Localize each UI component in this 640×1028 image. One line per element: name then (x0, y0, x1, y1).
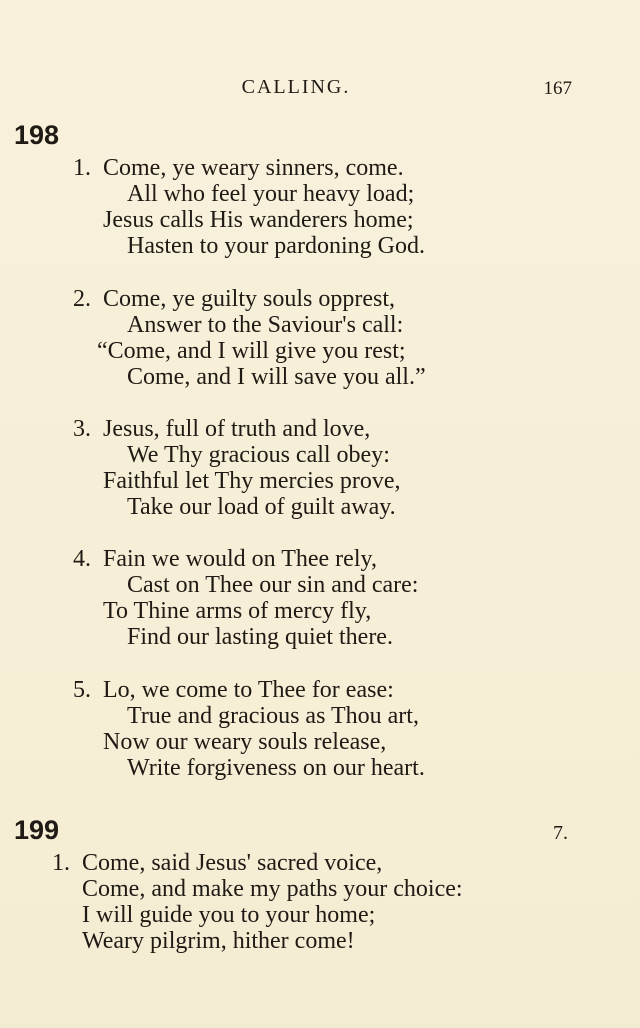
verse-line: Faithful let Thy mercies prove, (103, 468, 401, 494)
hymn-199-stanza-1 (52, 850, 463, 954)
verse-line: Lo, we come to Thee for ease: (103, 677, 394, 703)
page-number: 167 (543, 78, 572, 99)
hymn-198-stanza-4 (73, 546, 419, 650)
verse-line: Come, said Jesus' sacred voice, (82, 850, 383, 876)
hymn-198-stanza-3 (73, 416, 401, 520)
verse-line: We Thy gracious call obey: (127, 442, 390, 468)
verse-line: Hasten to your pardoning God. (127, 233, 425, 259)
verse-line: Take our load of guilt away. (127, 494, 396, 520)
stanza-number: 3. (73, 416, 91, 442)
hymn-198-stanza-2 (73, 286, 426, 390)
verse-line: Cast on Thee our sin and care: (127, 572, 419, 598)
verse-line: Jesus, full of truth and love, (103, 416, 371, 442)
verse-line: I will guide you to your home; (82, 902, 376, 928)
section-title: CALLING. (241, 76, 351, 98)
hymn-198-stanza-5 (73, 677, 425, 781)
verse-line: Fain we would on Thee rely, (103, 546, 377, 572)
hymn-number-199: 199 (14, 815, 60, 845)
verse-line: Weary pilgrim, hither come! (82, 928, 355, 954)
verse-line: Come, ye guilty souls opprest, (103, 286, 395, 312)
stanza-number: 4. (73, 546, 91, 572)
stanza-number: 5. (73, 677, 91, 703)
stanza-number: 1. (73, 155, 91, 181)
stanza-number: 2. (73, 286, 91, 312)
margin-note: 7. (553, 822, 568, 844)
verse-line: Come, and I will save you all.” (127, 364, 426, 390)
verse-line: Find our lasting quiet there. (127, 624, 393, 650)
verse-line: True and gracious as Thou art, (127, 703, 419, 729)
stanza-number: 1. (52, 850, 70, 876)
verse-line: Come, and make my paths your choice: (82, 876, 463, 902)
verse-line: “Come, and I will give you rest; (97, 338, 406, 364)
verse-line: Now our weary souls release, (103, 729, 387, 755)
verse-line: All who feel your heavy load; (127, 181, 415, 207)
hymn-number-198: 198 (14, 120, 60, 150)
verse-line: Jesus calls His wanderers home; (103, 207, 414, 233)
verse-line: To Thine arms of mercy fly, (103, 598, 372, 624)
hymn-198-stanza-1 (73, 155, 425, 259)
verse-line: Come, ye weary sinners, come. (103, 155, 404, 181)
verse-line: Write forgiveness on our heart. (127, 755, 425, 781)
verse-line: Answer to the Saviour's call: (127, 312, 404, 338)
